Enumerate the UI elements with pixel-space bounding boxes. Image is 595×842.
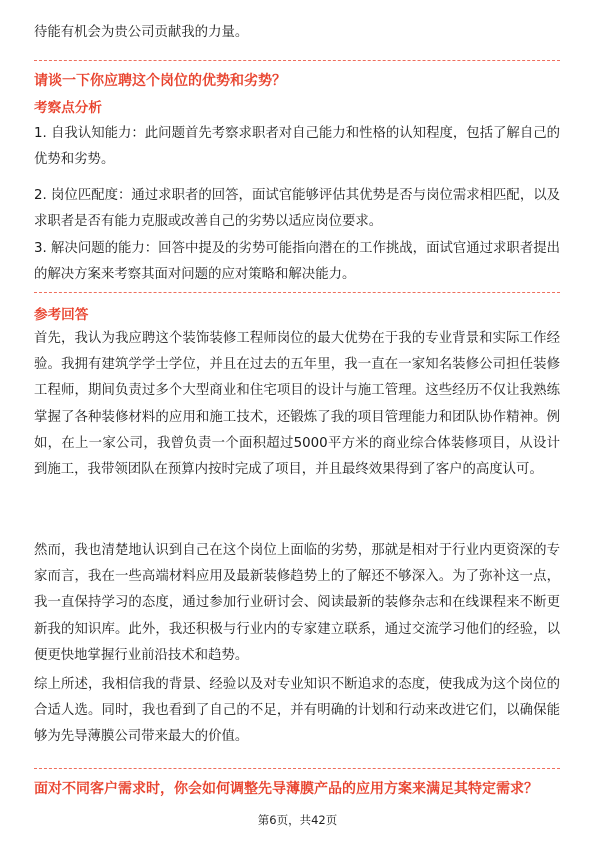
- answer-paragraph: 综上所述，我相信我的背景、经验以及对专业知识不断追求的态度，使我成为这个岗位的合适人选。同时，我也看到了自己的不足，并有明确的计划和行动来改进它们，以确保能够为先导薄膜公司带来最大的价值。: [34, 677, 560, 745]
- intro-text: 待能有机会为贵公司贡献我的力量。: [34, 25, 249, 40]
- answer-paragraph: 首先，我认为我应聘这个装饰装修工程师岗位的最大优势在于我的专业背景和实际工作经验。我拥有建筑学学士学位，并且在过去的五年里，我一直在一家知名装修公司担任装修工程师，期间负责过多个大型商业和住宅项目的设计与施工管理。这些经历不仅让我熟练掌握了各种装修材料的应用和施工技术，还锻炼了我的项目管理能力和团队协作精神。例如，在上一家公司，我曾负责一个面积超过5000平方米的商业综合体装修项目，从设计到施工，我带领团队在预算内按时完成了项目，并且最终效果得到了客户的高度认可。: [34, 331, 560, 478]
- divider: [34, 292, 560, 293]
- page-number: 第6页，共42页: [257, 813, 338, 827]
- question-heading: 面对不同客户需求时，你会如何调整先导薄膜产品的应用方案来满足其特定需求？: [34, 781, 538, 797]
- analysis-point: 1. 自我认知能力：此问题首先考察求职者对自己能力和性格的认知程度，包括了解自己的优势和劣势。: [34, 126, 560, 168]
- analysis-point: 2. 岗位匹配度：通过求职者的回答，面试官能够评估其优势是否与岗位需求相匹配，以及求职者是否有能力克服或改善自己的劣势以适应岗位要求。: [34, 188, 560, 230]
- answer-paragraph: 然而，我也清楚地认识到自己在这个岗位上面临的劣势，那就是相对于行业内更资深的专家而言，我在一些高端材料应用及最新装修趋势上的了解还不够深入。为了弥补这一点，我一直保持学习的态度，通过参加行业研讨会、阅读最新的装修杂志和在线课程来不断更新我的知识库。此外，我还积极与行业内的专家建立联系，通过交流学习他们的经验，以便更快地掌握行业前沿技术和趋势。: [34, 543, 560, 663]
- divider: [34, 60, 560, 61]
- analysis-point: 3. 解决问题的能力：回答中提及的劣势可能指向潜在的工作挑战，面试官通过求职者提出的解决方案来考察其面对问题的应对策略和解决能力。: [34, 241, 560, 283]
- analysis-heading: 考察点分析: [34, 100, 102, 116]
- answer-heading: 参考回答: [34, 307, 89, 323]
- question-heading: 请谈一下你应聘这个岗位的优势和劣势？: [34, 73, 286, 89]
- divider: [34, 768, 560, 769]
